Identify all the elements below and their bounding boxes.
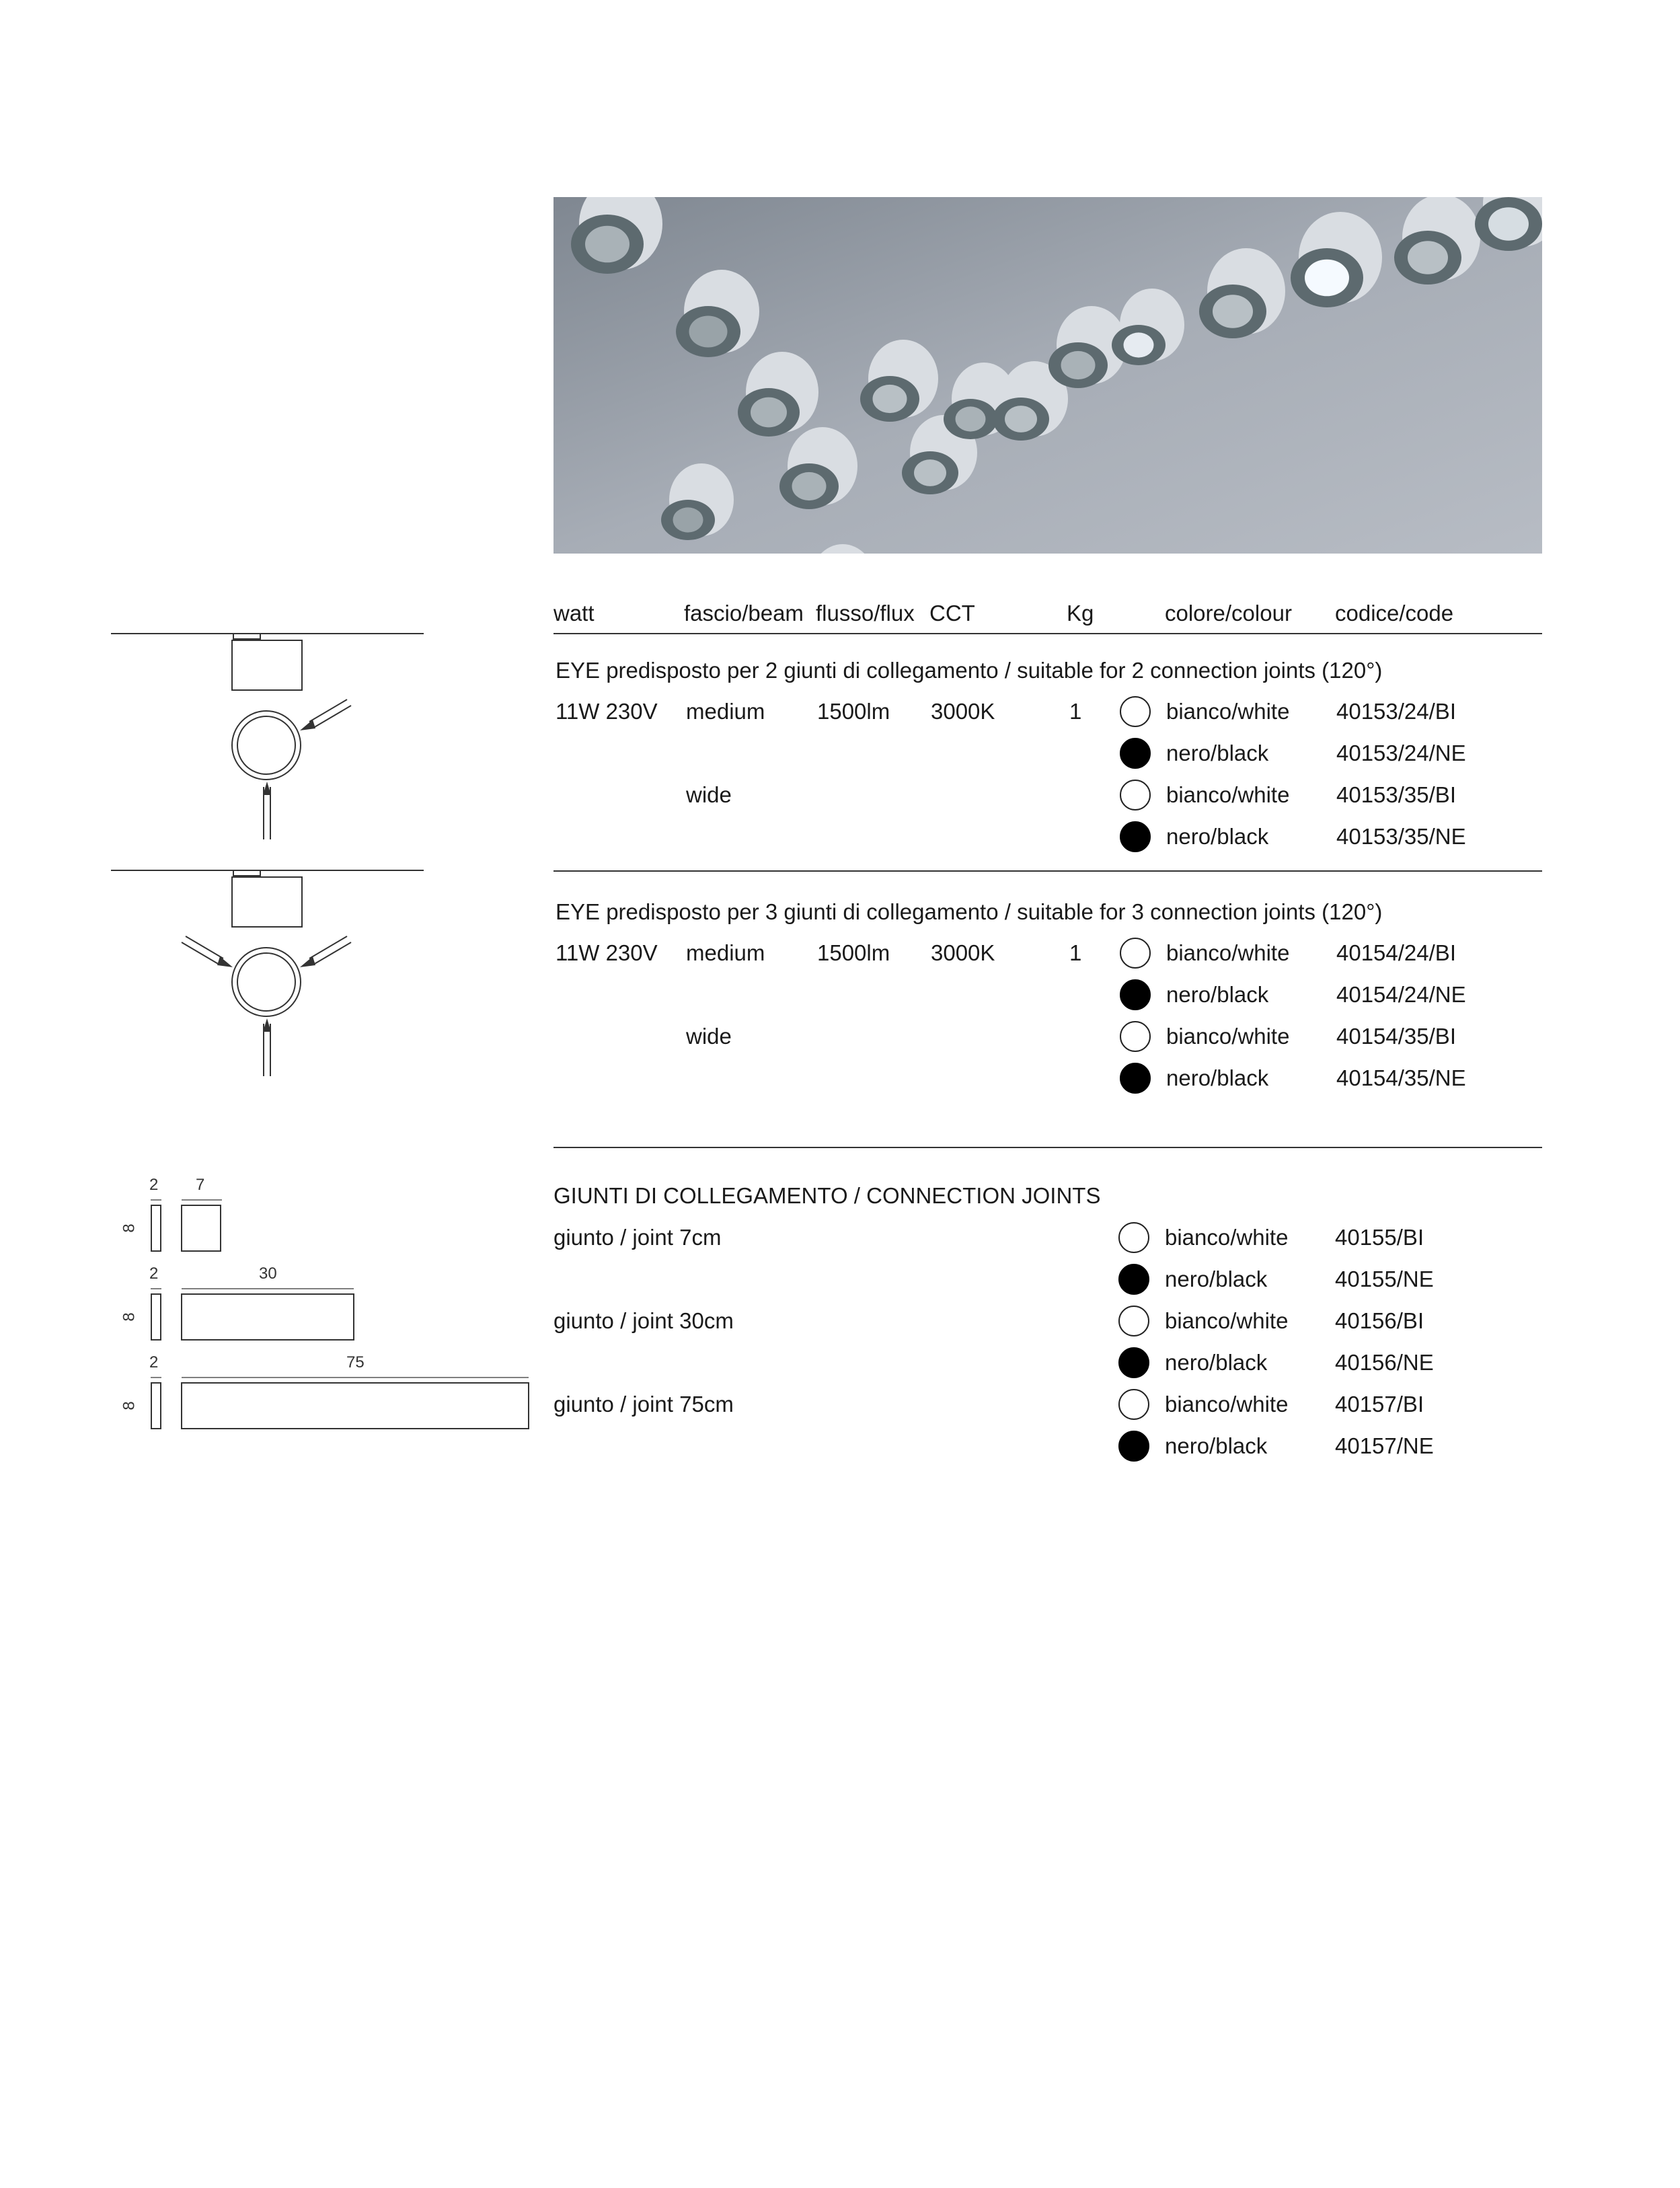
joint-arrow-right (300, 720, 315, 730)
row-colour: bianco/white (1166, 1024, 1290, 1049)
joint-arrow-right (300, 956, 315, 967)
row-code: 40153/24/BI (1336, 699, 1456, 724)
joint-row-label: giunto / joint 30cm (553, 1308, 734, 1333)
col-beam: fascio/beam (684, 601, 804, 626)
eye-3-joints-drawing (108, 862, 430, 1084)
joint30-thickness-label: 2 (149, 1265, 159, 1283)
row-colour: nero/black (1166, 741, 1269, 765)
joint75-length-label: 75 (346, 1353, 365, 1371)
row-code: 40156/NE (1335, 1350, 1434, 1375)
colour-swatch-white (1120, 938, 1151, 969)
row-colour: nero/black (1166, 824, 1269, 849)
joint75-height-label: 8 (120, 1401, 139, 1410)
row-code: 40153/35/BI (1336, 782, 1456, 807)
joint7-top (182, 1205, 221, 1251)
colour-swatch-white (1120, 780, 1151, 810)
row-code: 40153/35/NE (1336, 824, 1466, 849)
colour-swatch-black (1118, 1431, 1149, 1462)
row-colour: nero/black (1165, 1267, 1268, 1291)
colour-swatch-white (1118, 1389, 1149, 1420)
colour-swatch-white (1120, 696, 1151, 727)
row-colour: bianco/white (1165, 1392, 1289, 1417)
colour-swatch-black (1118, 1264, 1149, 1295)
section2-divider (553, 1147, 1542, 1148)
section1-row-beam: wide (686, 782, 732, 807)
colour-swatch-white (1120, 1021, 1151, 1052)
section2-title: EYE predisposto per 3 giunti di collegamento / suitable for 3 connection joints (120°) (556, 899, 1383, 924)
joint30-side (151, 1294, 161, 1340)
col-code: codice/code (1335, 601, 1454, 626)
row-colour: bianco/white (1166, 782, 1290, 807)
joint-row-label: giunto / joint 7cm (553, 1225, 722, 1250)
joint-arrow-left (217, 956, 233, 967)
row-colour: bianco/white (1166, 699, 1290, 724)
section3-title: GIUNTI DI COLLEGAMENTO / CONNECTION JOINTS (553, 1183, 1101, 1208)
section1-divider (553, 870, 1542, 872)
product-photo (553, 197, 1542, 554)
row-code: 40155/NE (1335, 1267, 1434, 1291)
lamp-top-view (232, 948, 301, 1016)
col-watt: watt (553, 601, 595, 626)
joint7-height-label: 8 (120, 1223, 139, 1233)
joint7-thickness-label: 2 (149, 1176, 159, 1194)
colour-swatch-black (1120, 738, 1151, 769)
section2-row-kg: 1 (1069, 940, 1082, 965)
section2-row-flux: 1500lm (817, 940, 890, 965)
col-kg: Kg (1067, 601, 1094, 626)
joint75-side (151, 1383, 161, 1429)
row-colour: bianco/white (1165, 1308, 1289, 1333)
row-code: 40154/24/BI (1336, 940, 1456, 965)
joint7-length-label: 7 (196, 1176, 205, 1194)
section1-title: EYE predisposto per 2 giunti di collegamento / suitable for 2 connection joints (120°) (556, 658, 1383, 683)
col-colour: colore/colour (1165, 601, 1292, 626)
row-code: 40154/35/NE (1336, 1065, 1466, 1090)
joint75-thickness-label: 2 (149, 1353, 159, 1371)
joint7-side (151, 1205, 161, 1251)
row-code: 40153/24/NE (1336, 741, 1466, 765)
row-colour: nero/black (1166, 1065, 1269, 1090)
header-divider (553, 633, 1542, 634)
colour-swatch-black (1120, 979, 1151, 1010)
row-colour: bianco/white (1165, 1225, 1289, 1250)
section1-row-cct: 3000K (931, 699, 995, 724)
joint30-height-label: 8 (120, 1312, 139, 1322)
colour-swatch-black (1118, 1347, 1149, 1378)
ceiling-lights-image (553, 197, 1542, 554)
section2-row-watt: 11W 230V (556, 940, 658, 965)
col-cct: CCT (929, 601, 975, 626)
joint75-top (182, 1383, 529, 1429)
lamp-side-view (232, 877, 302, 927)
row-code: 40154/35/BI (1336, 1024, 1456, 1049)
section1-row-beam: medium (686, 699, 765, 724)
colour-swatch-white (1118, 1222, 1149, 1253)
joint30-top (182, 1294, 354, 1340)
eye-2-joints-drawing (108, 626, 430, 847)
colour-swatch-black (1120, 821, 1151, 852)
row-code: 40154/24/NE (1336, 982, 1466, 1007)
row-colour: bianco/white (1166, 940, 1290, 965)
joint-dimension-drawings (114, 1170, 538, 1439)
row-colour: nero/black (1165, 1433, 1268, 1458)
section1-row-kg: 1 (1069, 699, 1082, 724)
lamp-side-view (232, 640, 302, 690)
lamp-top-view (232, 711, 301, 780)
section1-row-flux: 1500lm (817, 699, 890, 724)
row-code: 40157/NE (1335, 1433, 1434, 1458)
row-code: 40157/BI (1335, 1392, 1424, 1417)
section1-row-watt: 11W 230V (556, 699, 658, 724)
joint30-length-label: 30 (259, 1265, 277, 1283)
colour-swatch-white (1118, 1306, 1149, 1336)
row-colour: nero/black (1166, 982, 1269, 1007)
joint-row-label: giunto / joint 75cm (553, 1392, 734, 1417)
section2-row-beam: wide (686, 1024, 732, 1049)
row-code: 40156/BI (1335, 1308, 1424, 1333)
colour-swatch-black (1120, 1063, 1151, 1094)
row-code: 40155/BI (1335, 1225, 1424, 1250)
row-colour: nero/black (1165, 1350, 1268, 1375)
col-flux: flusso/flux (816, 601, 915, 626)
section2-row-cct: 3000K (931, 940, 995, 965)
section2-row-beam: medium (686, 940, 765, 965)
